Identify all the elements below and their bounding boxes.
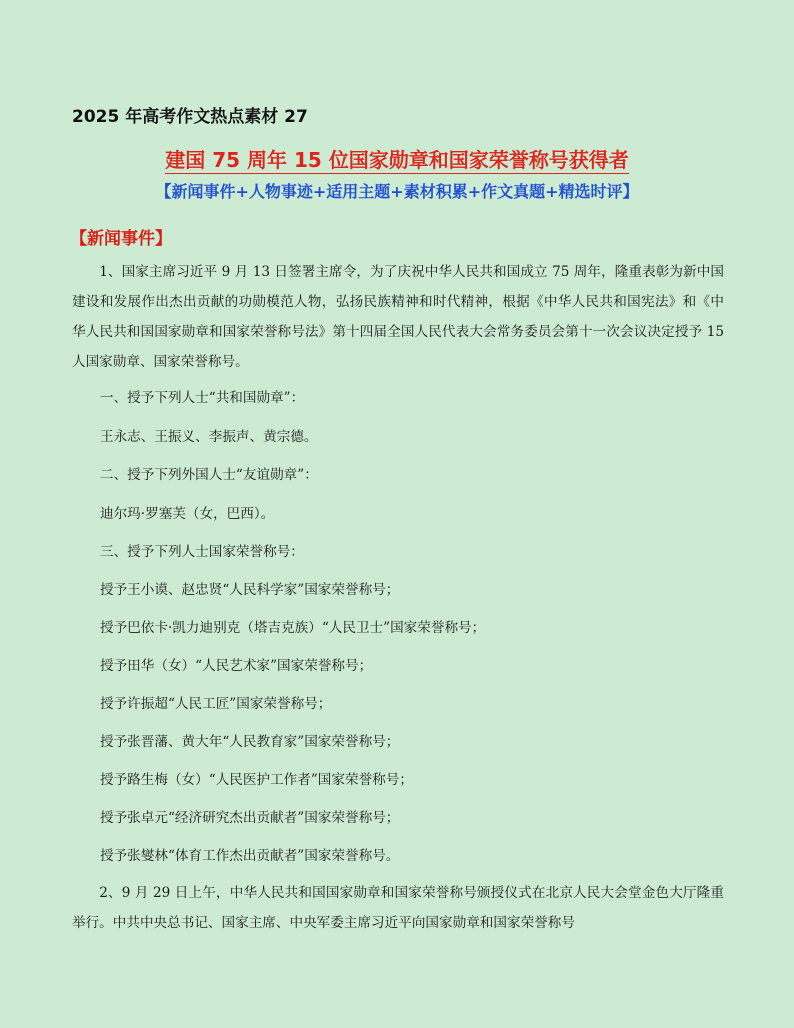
list-item: 授予许振超“人民工匠”国家荣誉称号； xyxy=(100,696,332,712)
list-item: 授予张卓元“经济研究杰出贡献者”国家荣誉称号； xyxy=(100,810,400,826)
document-title xyxy=(0,144,794,173)
document-subtitle: 【新闻事件+人物事迹+适用主题+素材积累+作文真题+精选时评】 xyxy=(155,182,639,201)
list-item: 授予张燮林“体育工作杰出贡献者”国家荣誉称号。 xyxy=(100,848,400,864)
list-item: 三、授予下列人士国家荣誉称号： xyxy=(100,544,304,560)
list-item: 王永志、王振义、李振声、黄宗德。 xyxy=(100,429,318,445)
paragraph-2: 2、9 月 29 日上午，中华人民共和国国家勋章和国家荣誉称号颁授仪式在北京人民大会堂金色大厅隆重举行。中共中央总书记、国家主席、中央军委主席习近平向国家勋章和国家荣誉称号 xyxy=(72,885,724,931)
paragraph-1: 1、国家主席习近平 9 月 13 日签署主席令，为了庆祝中华人民共和国成立 75 周年，隆重表彰为新中国建设和发展作出杰出贡献的功勋模范人物，弘扬民族精神和时代精神，根据《中华人民共和国宪法》和《中华人民共和国国家勋章和国家荣誉称号法》第十四届全国人民代表大会常务委员会第十一次会议决定授予 15 人国家勋章、国家荣誉称号。 xyxy=(72,264,724,370)
list-item: 二、授予下列外国人士“友谊勋章”： xyxy=(100,467,318,483)
list-item: 一、授予下列人士“共和国勋章”： xyxy=(100,390,305,406)
list-item: 授予路生梅（女）“人民医护工作者”国家荣誉称号； xyxy=(100,772,413,788)
list-item: 迪尔玛·罗塞芙（女，巴西）。 xyxy=(100,506,275,522)
list-item: 授予田华（女）“人民艺术家”国家荣誉称号； xyxy=(100,658,373,674)
document-label: 2025 年高考作文热点素材 27 xyxy=(72,107,308,127)
section-heading-news: 【新闻事件】 xyxy=(70,229,172,249)
list-item: 授予张晋藩、黄大年“人民教育家”国家荣誉称号； xyxy=(100,734,400,750)
document-title-text: 建国 75 周年 15 位国家勋章和国家荣誉称号获得者 xyxy=(165,148,629,172)
list-item: 授予巴依卡·凯力迪别克（塔吉克族）“人民卫士”国家荣誉称号； xyxy=(100,620,486,636)
list-item: 授予王小谟、赵忠贤“人民科学家”国家荣誉称号； xyxy=(100,582,400,598)
